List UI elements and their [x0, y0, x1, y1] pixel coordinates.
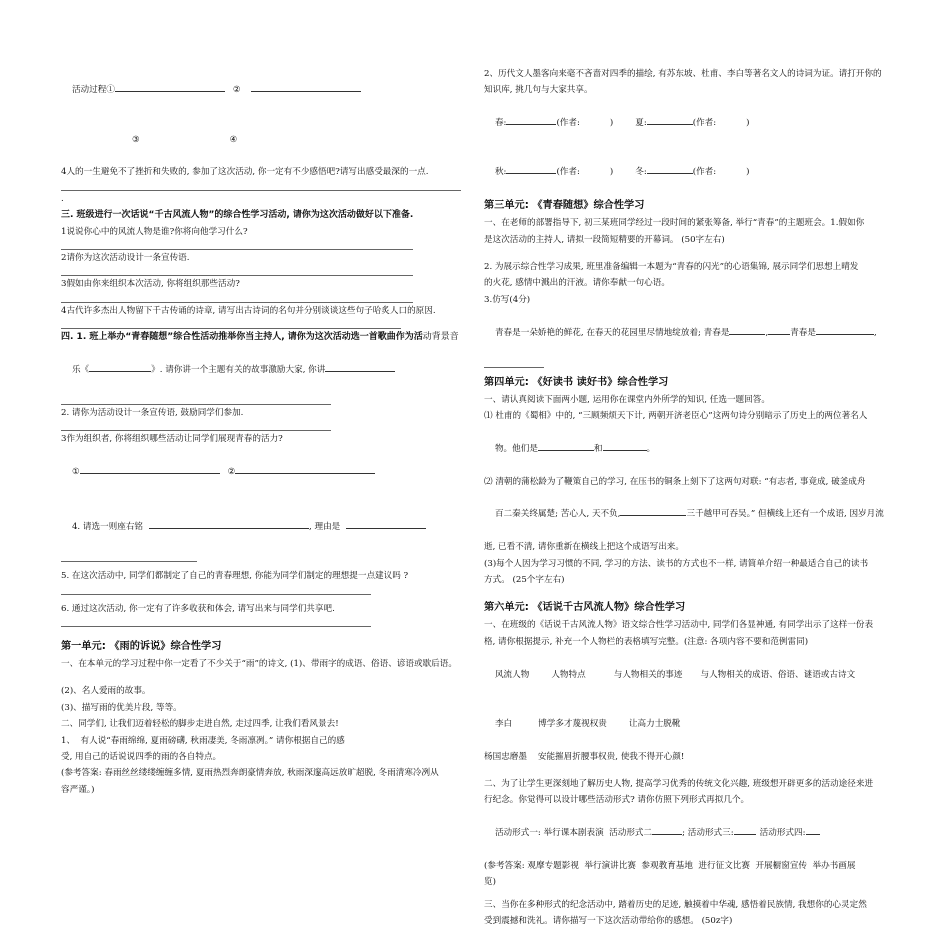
- imitation-line: 青春是一朵娇艳的鲜花, 在春天的花园里尽情地绽放着; 青春是 , 青春是 ,: [484, 308, 904, 357]
- reference-answer: (参考答案: 观摩专题影视 举行演讲比赛 参观教育基地 进行征文比赛 开展橱窗宣传 举办书画展: [484, 861, 856, 872]
- answer-line[interactable]: [61, 552, 197, 562]
- section-three-title: 三. 班级进行一次话说“千古风流人物”的综合性学习活动, 请你为这次活动做好以下准备.: [61, 210, 414, 221]
- answer-blank[interactable]: [346, 519, 426, 529]
- right-column: [484, 66, 904, 930]
- answer-blank[interactable]: [603, 441, 647, 451]
- answer-blank[interactable]: [251, 82, 361, 92]
- reference-answer: 容严谨。): [61, 784, 95, 795]
- question-text: 二、为了让学生更深刻地了解历史人物, 提高学习优秀的传统文化兴趣, 班级想开辟更多的活动途径来进: [484, 779, 874, 790]
- question-text: 一、请认真阅读下面两小题, 运用你在课堂内外所学的知识, 任选一题回答。: [484, 394, 770, 405]
- reference-answer: (参考答案: 春雨丝丝缕缕缠缠多情, 夏雨热烈奔朗豪情奔放, 秋雨深邃高远放旷超脱, 冬雨清寒冷冽从: [61, 768, 439, 779]
- answer-blank[interactable]: [652, 825, 682, 835]
- question-text: (2)、名人爱雨的故事。: [61, 686, 151, 697]
- answer-line[interactable]: [61, 395, 331, 405]
- question-text: 一、在本单元的学习过程中你一定看了不少关于“雨”的诗文, (1)、带雨字的成语、俗语、谚语或歇后语。: [61, 658, 457, 669]
- question-text: (3)、描写雨的优美片段, 等等。: [61, 702, 182, 713]
- question-text: 2请你为这次活动设计一条宣传语.: [61, 253, 190, 264]
- question-text: 1说说你心中的风流人物是谁?你将向他学习什么?: [61, 226, 248, 237]
- question-text: 受, 用自己的话说说四季的雨的各自特点。: [61, 752, 222, 762]
- question-text: ⑴ 杜甫的《蜀相》中的, “三顾频烦天下计, 两朝开济老臣心”这两句诗分别暗示了历史上的两位著名人: [484, 410, 868, 421]
- table-row: 李白 博学多才蔑视权贵 让高力士脱靴: [494, 718, 681, 729]
- answer-line[interactable]: [484, 358, 544, 368]
- question-text: 受到震撼和洗礼。请你描写一下这次活动带给你的感想。 (50z字): [484, 916, 733, 927]
- question-text: ⑵ 清朝的蒲松龄为了鞭策自己的学习, 在压书的铜条上刻下了这两句对联: “有志者, 事竟成, 破釜成舟: [484, 476, 866, 487]
- answer-blank[interactable]: [816, 325, 874, 335]
- answer-blank[interactable]: [89, 362, 151, 372]
- question-text: 的火花, 感情中溅出的汗液。请你奉献一句心语。: [484, 278, 670, 289]
- question-text: 行纪念。你觉得可以设计哪些活动形式? 请你仿照下列形式再拟几个。: [484, 795, 750, 806]
- answer-blank[interactable]: [325, 362, 395, 372]
- question-text: 2. 请你为活动设计一条宣传语, 鼓励同学们参加.: [61, 407, 244, 418]
- answer-blank[interactable]: [647, 115, 693, 125]
- answer-blank[interactable]: [729, 325, 765, 335]
- answer-line[interactable]: [61, 421, 331, 431]
- answer-line[interactable]: [61, 293, 413, 303]
- question-text: 2. 为展示综合性学习成果, 班里准备编辑一本题为“青春的闪光”的心语集锦, 展示同学们思想上晴发: [484, 262, 859, 273]
- answer-line[interactable]: [61, 240, 413, 250]
- answer-line[interactable]: [61, 181, 461, 191]
- reference-answer: 览): [484, 877, 496, 888]
- answer-line[interactable]: [61, 266, 413, 276]
- answer-blank[interactable]: [647, 164, 693, 174]
- activity-options: ① ②: [61, 448, 467, 497]
- question-text: 方式。 (25个字左右): [484, 574, 565, 585]
- question-text: 4人的一生避免不了挫折和失败的, 参加了这次活动, 你一定有不少感悟吧?请写出感受最深的一点.: [61, 167, 429, 178]
- answer-blank[interactable]: [538, 441, 594, 451]
- answer-blank[interactable]: [806, 825, 820, 835]
- question-text: 一、在班级的《话说千古风流人物》语文综合性学习活动中, 同学们各显神通, 有同学出示了这样一份表: [484, 620, 874, 631]
- question-text: 1、 有人说“春雨绵绵, 夏雨磅礴, 秋雨凄美, 冬雨凛冽。” 请你根据自己的感: [61, 735, 345, 746]
- couplet-line: 百二秦关终属楚; 苦心人, 天不负, 三千越甲可吞吴。” 但横线上还有一个成语, 因岁月流: [484, 490, 904, 539]
- question-text: 5. 在这次活动中, 同学们都制定了自己的青春理想, 你能为同学们制定的理想提一点建议吗 ?: [61, 571, 409, 582]
- activity-process-line-1: 活动过程① ②: [61, 66, 467, 115]
- question-text: (3)每个人因为学习习惯的不同, 学习的方法、读书的方式也不一样, 请简单介绍一种最适合自己的读书: [484, 558, 869, 569]
- answer-blank[interactable]: [506, 164, 556, 174]
- activity-process-line-2: ③ ④: [131, 134, 238, 145]
- question-text: 3.仿写(4分): [484, 294, 531, 305]
- unit-three-title: 第三单元: 《青春随想》综合性学习: [484, 200, 645, 212]
- question-text: 格, 请你根据提示, 补充一个人物栏的表格填写完整。(注意: 各项内容不要和范例雷同): [484, 636, 809, 647]
- unit-six-title: 第六单元: 《话说千古风流人物》综合性学习: [484, 602, 686, 614]
- question-text: 6. 通过这次活动, 你一定有了许多收获和体会, 请写出来与同学们共享吧.: [61, 603, 335, 614]
- question-text: 二、同学们, 让我们迈着轻松的脚步走进自然, 走过四季, 让我们看风景去!: [61, 719, 339, 730]
- answer-line[interactable]: [61, 617, 371, 627]
- question-text: 4古代许多杰出人物留下千古传诵的诗章, 请写出古诗词的名句并分别谈谈这些句子哈炙人口的原因.: [61, 305, 436, 316]
- answer-blank[interactable]: [235, 464, 375, 474]
- answer-blank[interactable]: [80, 464, 220, 474]
- answer-blank[interactable]: [768, 325, 790, 335]
- answer-blank[interactable]: [149, 519, 309, 529]
- answer-blank[interactable]: [620, 506, 686, 516]
- unit-four-title: 第四单元: 《好读书 读好书》综合性学习: [484, 376, 669, 388]
- question-text: 逝, 已看不清, 请你重新在横线上把这个成语写出来。: [484, 542, 684, 553]
- season-poem-line-2: 秋: (作者: ) 冬: (作者: ): [484, 148, 904, 197]
- answer-line[interactable]: [61, 319, 401, 329]
- question-text: 3作为组织者, 你将组织哪些活动让同学们展现青春的活力?: [61, 434, 283, 445]
- left-column: [61, 66, 467, 798]
- answer-end-mark: .: [61, 193, 64, 204]
- question-text: 是这次活动的主持人, 请拟一段简短精要的开幕词。 (50字左右): [484, 234, 725, 245]
- section-four-title: 四. 1. 班上举办“青春随想”综合性活动推举你当主持人, 请你为这次活动选一首歌曲作为活动背景音: [61, 332, 459, 343]
- question-text: 2、历代文人墨客向来毫不吝啬对四季的描绘, 有苏东坡、杜甫、李白等著名文人的诗词为证。请打开你的: [484, 69, 882, 79]
- activity-forms-line: 活动形式一: 举行课本剧表演 活动形式二 ; 活动形式三: 活动形式四:: [484, 809, 904, 858]
- question-text: 三、当你在多种形式的纪念活动中, 踏着历史的足迹, 触摸着中华魂, 感悟着民族情, 我想你的心灵定然: [484, 899, 867, 910]
- answer-blank[interactable]: [115, 82, 225, 92]
- question-text: 3假如由你来组织本次活动, 你将组织那些活动?: [61, 279, 240, 290]
- answer-blank[interactable]: [506, 115, 556, 125]
- song-line: 乐《 》. 请你讲一个主题有关的故事激励大家, 你讲: [61, 346, 467, 395]
- unit-one-title: 第一单元: 《雨的诉说》综合性学习: [61, 640, 222, 652]
- table-row: 杨国忠磨墨 安能摧眉折腰事权贵, 使我不得开心颜!: [484, 751, 685, 762]
- question-text: 知识库, 挑几句与大家共享。: [484, 85, 593, 96]
- answer-blank[interactable]: [734, 825, 756, 835]
- season-poem-line-1: 春: (作者: ) 夏: (作者: ): [484, 99, 904, 148]
- answer-row: 物。他们是 和 。: [484, 424, 904, 473]
- table-header-row: 风流人物 人物特点 与人物相关的事迹 与人物相关的成语、俗语、谜语或古诗文: [494, 669, 856, 680]
- question-text: 一、在老师的部署指导下, 初三某班同学经过一段时间的紧张筹备, 举行“青春”的主题班会。1.假如你: [484, 218, 865, 229]
- motto-line: 4. 请选一则座右铭 , 理由是: [61, 503, 467, 552]
- answer-line[interactable]: [61, 585, 371, 595]
